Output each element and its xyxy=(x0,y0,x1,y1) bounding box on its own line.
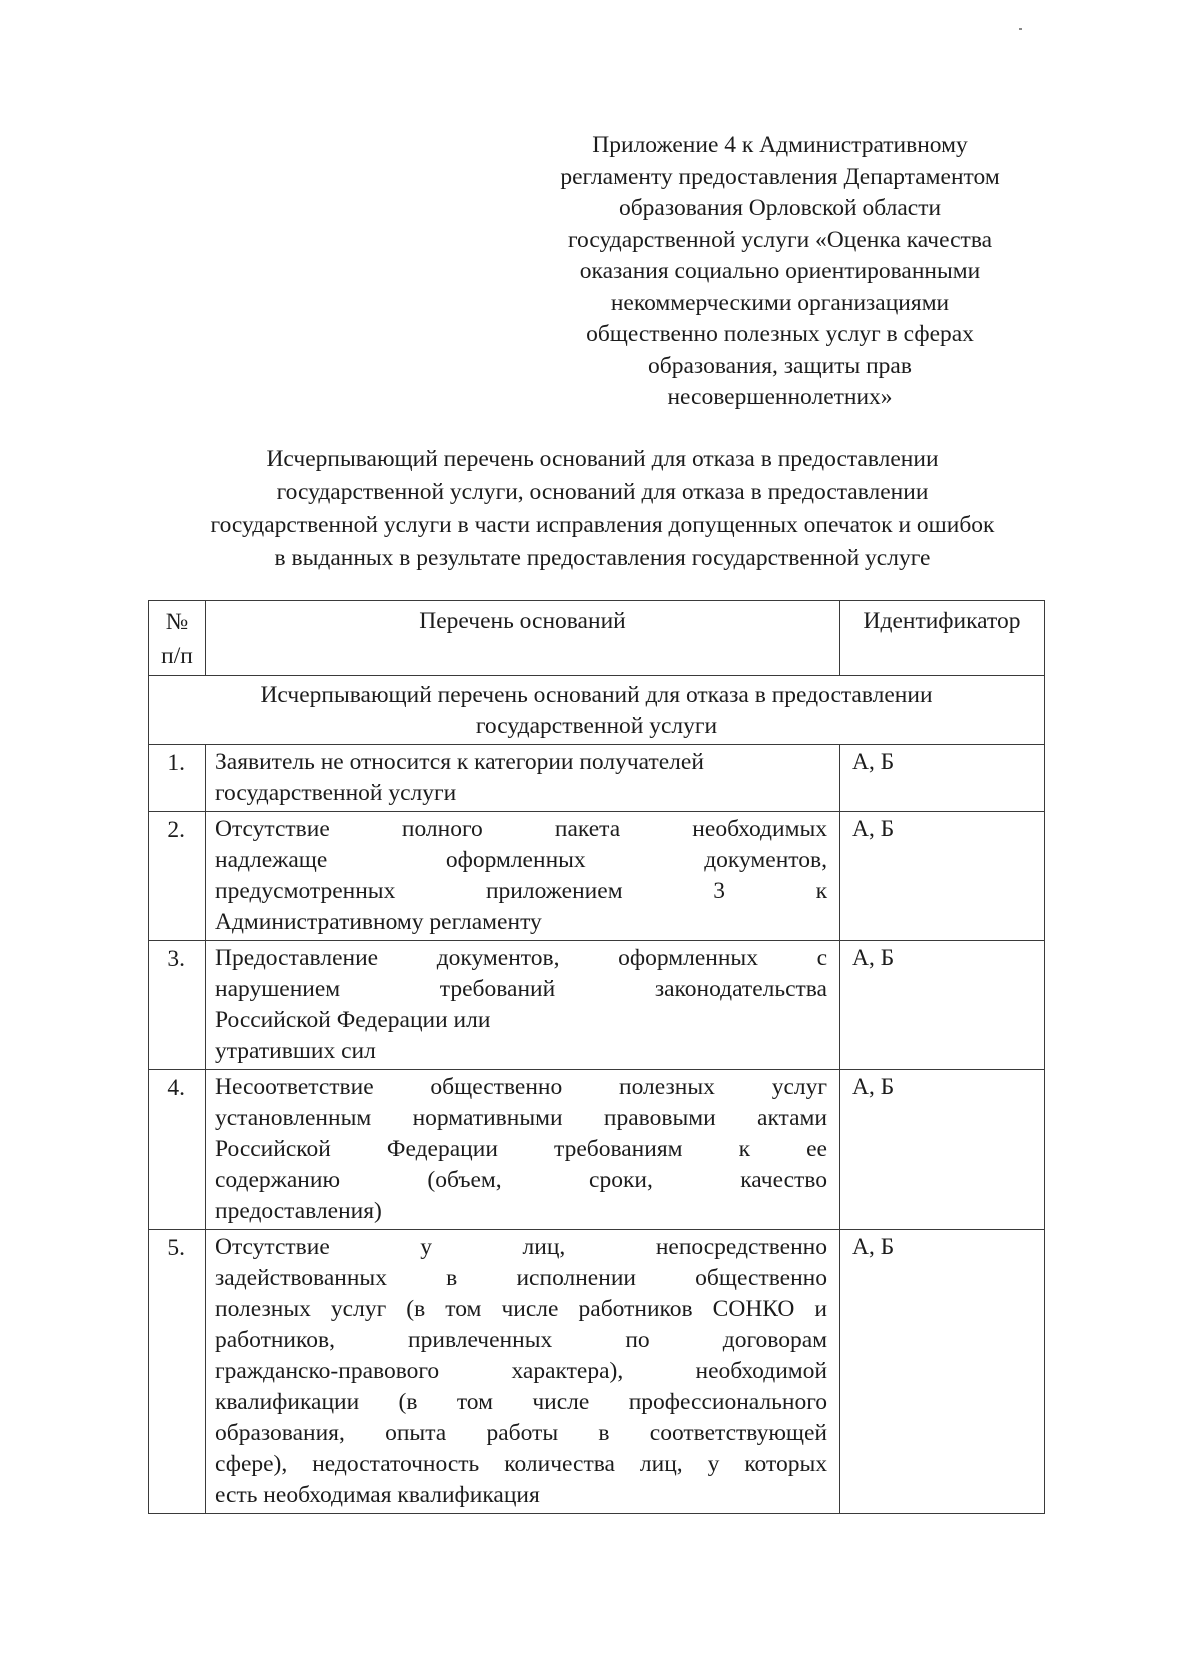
header-number-symbol: № xyxy=(165,609,189,635)
row-line: предусмотренных приложением 3 к xyxy=(215,878,827,904)
row-line: задействованных в исполнении общественно xyxy=(215,1265,827,1291)
table-header-row xyxy=(149,601,1045,676)
row-number: 2. xyxy=(149,812,206,941)
row-number: 3. xyxy=(149,941,206,1070)
document-title xyxy=(130,443,1075,575)
row-line: Несоответствие общественно полезных услуг xyxy=(215,1074,827,1100)
table-row xyxy=(149,1070,1045,1230)
annex-line: образования, защиты прав xyxy=(648,352,912,379)
grounds-table xyxy=(148,600,1045,1514)
header-number-abbr: п/п xyxy=(161,643,193,669)
annex-line: некоммерческими организациями xyxy=(610,289,950,316)
row-number: 1. xyxy=(149,745,206,812)
row-line: работников, привлеченных по договорам xyxy=(215,1327,827,1353)
row-line: Заявитель не относится к категории получателей xyxy=(215,749,704,775)
row-line: есть необходимая квалификация xyxy=(215,1482,540,1508)
row-line: квалификации (в том числе профессионального xyxy=(215,1389,827,1415)
annex-reference xyxy=(520,130,1040,414)
annex-line: несовершеннолетних» xyxy=(667,384,893,410)
row-number: 4. xyxy=(149,1070,206,1230)
header-number xyxy=(149,601,206,676)
row-grounds xyxy=(206,941,840,1070)
row-line: Отсутствие у лиц, непосредственно xyxy=(215,1234,827,1260)
row-identifier: А, Б xyxy=(840,1230,1045,1514)
row-identifier: А, Б xyxy=(840,941,1045,1070)
annex-line: регламенту предоставления Департаментом xyxy=(560,163,1000,190)
title-line: Исчерпывающий перечень оснований для отказа в предоставлении xyxy=(266,446,939,472)
section-heading-line: государственной услуги xyxy=(475,713,718,739)
row-line: утративших сил xyxy=(215,1038,376,1064)
row-line: Административному регламенту xyxy=(215,909,542,935)
header-grounds: Перечень оснований xyxy=(206,601,840,676)
row-line: нарушением требований законодательства xyxy=(215,976,827,1002)
annex-line: Приложение 4 к Административному xyxy=(592,132,968,158)
row-grounds xyxy=(206,1070,840,1230)
annex-line: образования Орловской области xyxy=(618,195,942,221)
section-heading-line: Исчерпывающий перечень оснований для отказа в предоставлении xyxy=(260,682,933,708)
row-line: Российской Федерации требованиям к ее xyxy=(215,1136,827,1162)
annex-line: государственной услуги «Оценка качества xyxy=(567,226,993,253)
row-identifier: А, Б xyxy=(840,1070,1045,1230)
table-row xyxy=(149,1230,1045,1514)
row-line: Российской Федерации или xyxy=(215,1007,491,1033)
section-row xyxy=(149,676,1045,745)
row-line: государственной услуги xyxy=(215,780,457,806)
title-line: государственной услуги в части исправления допущенных опечаток и ошибок xyxy=(210,512,995,538)
row-line: полезных услуг (в том числе работников СОНКО и xyxy=(215,1296,827,1322)
row-line: гражданско-правового характера), необходимой xyxy=(215,1358,827,1384)
header-identifier: Идентификатор xyxy=(840,601,1045,676)
row-number: 5. xyxy=(149,1230,206,1514)
row-line: сфере), недостаточность количества лиц, у которых xyxy=(215,1451,827,1477)
row-line: установленным нормативными правовыми актами xyxy=(215,1105,827,1131)
row-grounds xyxy=(206,1230,840,1514)
title-line: в выданных в результате предоставления государственной услуге xyxy=(274,545,931,571)
row-identifier: А, Б xyxy=(840,812,1045,941)
row-identifier: А, Б xyxy=(840,745,1045,812)
section-heading xyxy=(149,676,1045,745)
row-grounds xyxy=(206,745,840,812)
row-grounds xyxy=(206,812,840,941)
row-line: предоставления) xyxy=(215,1198,382,1224)
annex-line: оказания социально ориентированными xyxy=(579,258,981,284)
annex-line: общественно полезных услуг в сферах xyxy=(586,321,974,347)
title-line: государственной услуги, оснований для отказа в предоставлении xyxy=(276,479,929,505)
row-line: Отсутствие полного пакета необходимых xyxy=(215,816,827,842)
table-row xyxy=(149,745,1045,812)
row-line: надлежаще оформленных документов, xyxy=(215,847,827,873)
row-line: Предоставление документов, оформленных с xyxy=(215,945,827,971)
row-line: содержанию (объем, сроки, качество xyxy=(215,1167,827,1193)
table-row xyxy=(149,941,1045,1070)
table-row xyxy=(149,812,1045,941)
scan-speck xyxy=(1019,28,1022,30)
row-line: образования, опыта работы в соответствующей xyxy=(215,1420,827,1446)
